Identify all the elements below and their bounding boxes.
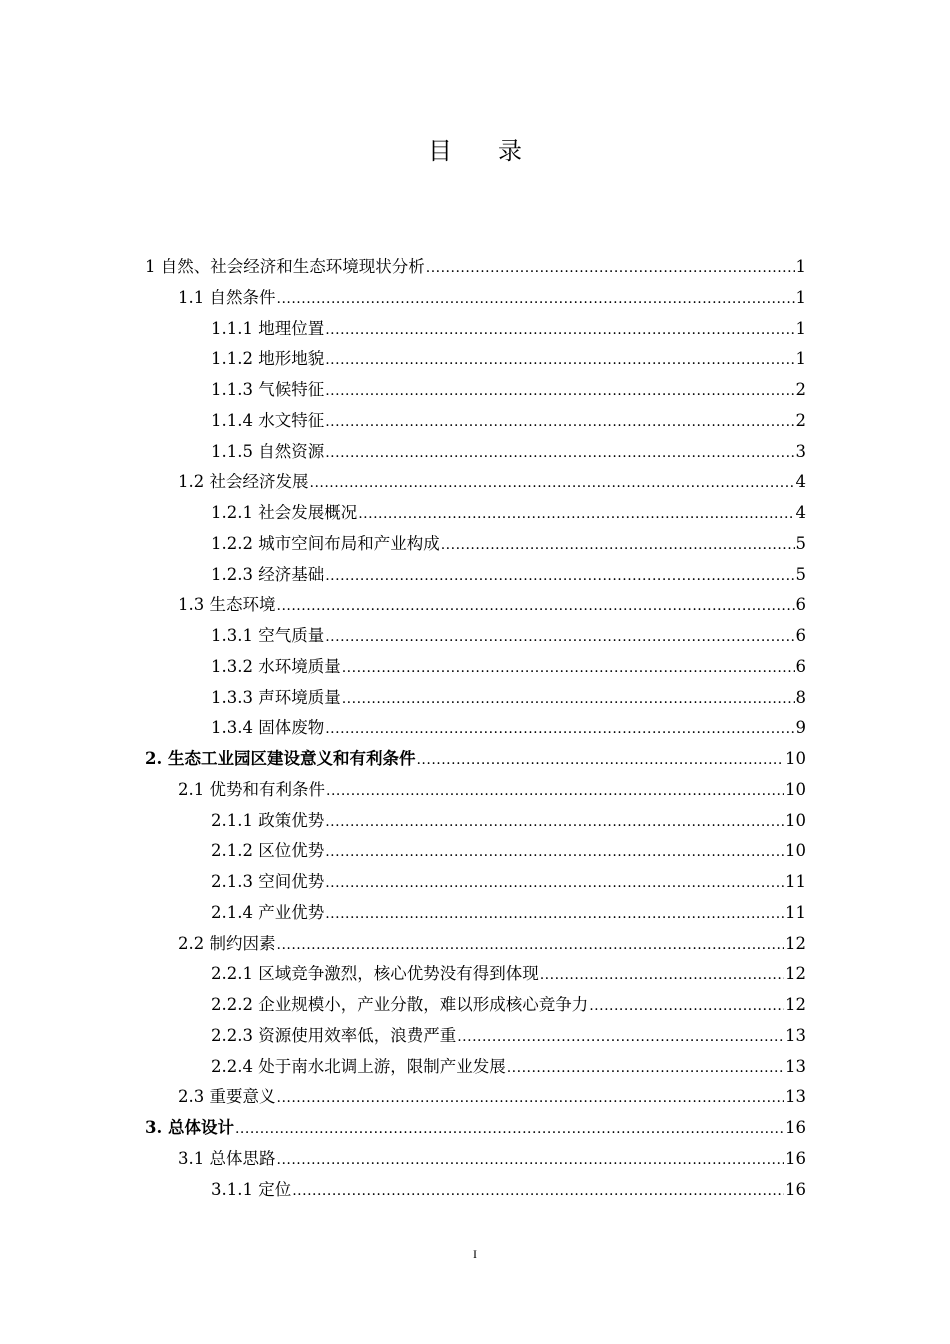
page-number: I <box>473 1247 477 1261</box>
table-of-contents <box>145 252 806 1205</box>
toc-dot-leader <box>325 868 784 898</box>
toc-entry[interactable] <box>145 1052 806 1083</box>
toc-entry[interactable] <box>145 1113 806 1144</box>
toc-dot-leader <box>292 1176 784 1206</box>
toc-entry-page: 3 <box>795 441 806 461</box>
toc-entry-page: 10 <box>785 810 806 830</box>
toc-dot-leader <box>540 960 784 990</box>
toc-entry-page: 2 <box>795 380 806 399</box>
toc-entry-title: 1.3 生态环境 <box>178 595 276 615</box>
toc-entry-title: 2.1.4 产业优势 <box>211 902 325 922</box>
toc-entry-title: 2.2.2 企业规模小，产业分散，难以形成核心竞争力 <box>211 995 589 1014</box>
toc-dot-leader <box>277 284 795 314</box>
toc-entry-page: 12 <box>785 964 806 984</box>
toc-dot-leader <box>426 253 795 283</box>
toc-entry-page: 6 <box>795 595 806 615</box>
toc-entry-title: 3. 总体设计 <box>145 1118 234 1137</box>
toc-entry[interactable] <box>145 652 806 683</box>
toc-entry[interactable] <box>145 529 806 560</box>
toc-entry-page: 10 <box>785 841 806 861</box>
toc-dot-leader <box>457 1022 784 1052</box>
toc-entry-page: 10 <box>785 749 806 768</box>
toc-entry-page: 8 <box>795 687 806 707</box>
toc-entry-title: 3.1.1 定位 <box>211 1179 292 1199</box>
toc-entry-title: 1.3.2 水环境质量 <box>211 656 341 676</box>
toc-entry-page: 11 <box>785 902 806 922</box>
toc-entry-title: 2.3 重要意义 <box>178 1087 276 1107</box>
toc-entry[interactable] <box>145 437 806 468</box>
toc-entry-page: 1 <box>795 349 806 369</box>
toc-entry-page: 2 <box>795 410 806 430</box>
toc-entry-title: 1 自然、社会经济和生态环境现状分析 <box>145 257 425 276</box>
toc-dot-leader <box>310 468 795 498</box>
toc-entry[interactable] <box>145 713 806 744</box>
toc-entry-page: 13 <box>785 1087 806 1107</box>
toc-dot-leader <box>342 653 795 683</box>
toc-entry-title: 1.2.3 经济基础 <box>211 564 325 584</box>
toc-entry[interactable] <box>145 836 806 867</box>
toc-dot-leader <box>325 376 794 406</box>
toc-dot-leader <box>325 714 794 744</box>
toc-entry[interactable] <box>145 990 806 1021</box>
toc-entry-page: 16 <box>785 1179 806 1199</box>
toc-entry[interactable] <box>145 344 806 375</box>
toc-entry[interactable] <box>145 314 806 345</box>
toc-entry-page: 1 <box>795 318 806 338</box>
toc-entry-title: 1.1.4 水文特征 <box>211 410 325 430</box>
toc-dot-leader <box>325 622 794 652</box>
toc-dot-leader <box>589 991 784 1021</box>
toc-entry[interactable] <box>145 590 806 621</box>
toc-entry-title: 1.1.1 地理位置 <box>211 318 325 338</box>
toc-entry[interactable] <box>145 498 806 529</box>
toc-entry-title: 1.1 自然条件 <box>178 287 276 307</box>
toc-entry-page: 16 <box>785 1148 806 1168</box>
toc-entry-page: 1 <box>795 287 806 307</box>
toc-entry-page: 5 <box>795 533 806 553</box>
toc-entry-title: 1.1.2 地形地貌 <box>211 349 325 369</box>
toc-entry-page: 4 <box>795 503 806 522</box>
toc-entry-title: 2.2 制约因素 <box>178 933 276 953</box>
toc-entry[interactable] <box>145 283 806 314</box>
toc-dot-leader <box>325 561 794 591</box>
toc-entry-title: 1.2.1 社会发展概况 <box>211 503 358 522</box>
toc-entry[interactable] <box>145 1175 806 1206</box>
toc-entry-page: 1 <box>795 257 806 276</box>
toc-entry-title: 2.1.3 空间优势 <box>211 872 325 891</box>
toc-entry-page: 12 <box>785 933 806 953</box>
toc-dot-leader <box>507 1053 784 1083</box>
toc-dot-leader <box>277 1145 785 1175</box>
toc-entry[interactable] <box>145 252 806 283</box>
toc-entry[interactable] <box>145 1021 806 1052</box>
toc-entry-page: 13 <box>785 1025 806 1045</box>
toc-entry-title: 2.1 优势和有利条件 <box>178 779 325 799</box>
toc-dot-leader <box>325 899 784 929</box>
toc-dot-leader <box>325 807 784 837</box>
toc-entry[interactable] <box>145 683 806 714</box>
toc-dot-leader <box>277 1083 785 1113</box>
toc-entry[interactable] <box>145 1144 806 1175</box>
toc-entry-title: 1.2 社会经济发展 <box>178 472 309 492</box>
toc-dot-leader <box>325 345 794 375</box>
toc-entry-title: 2. 生态工业园区建设意义和有利条件 <box>145 749 416 768</box>
toc-dot-leader <box>358 499 794 529</box>
toc-dot-leader <box>441 530 795 560</box>
toc-entry-title: 2.1.2 区位优势 <box>211 841 325 861</box>
toc-entry-title: 2.2.1 区域竞争激烈，核心优势没有得到体现 <box>211 964 539 984</box>
toc-dot-leader <box>325 438 794 468</box>
toc-dot-leader <box>277 591 795 621</box>
toc-entry[interactable] <box>145 867 806 898</box>
toc-entry-page: 12 <box>785 995 806 1014</box>
toc-dot-leader <box>325 315 794 345</box>
toc-entry-page: 4 <box>795 472 806 492</box>
toc-entry-page: 6 <box>795 626 806 645</box>
toc-dot-leader <box>325 837 784 867</box>
toc-entry[interactable] <box>145 775 806 806</box>
toc-entry-title: 1.1.3 气候特征 <box>211 380 325 399</box>
toc-entry-page: 13 <box>785 1056 806 1076</box>
toc-entry[interactable] <box>145 375 806 406</box>
toc-entry[interactable] <box>145 560 806 591</box>
toc-entry-page: 6 <box>795 656 806 676</box>
toc-entry[interactable] <box>145 744 806 775</box>
toc-dot-leader <box>326 776 784 806</box>
toc-entry-title: 3.1 总体思路 <box>178 1148 276 1168</box>
toc-entry[interactable] <box>145 1082 806 1113</box>
toc-entry[interactable] <box>145 467 806 498</box>
toc-entry[interactable] <box>145 929 806 960</box>
toc-entry-title: 2.2.4 处于南水北调上游，限制产业发展 <box>211 1056 506 1076</box>
toc-entry-page: 10 <box>785 779 806 799</box>
toc-dot-leader <box>342 684 795 714</box>
toc-dot-leader <box>277 930 785 960</box>
toc-entry-page: 9 <box>795 718 806 738</box>
toc-entry-page: 11 <box>785 872 806 891</box>
toc-entry[interactable] <box>145 621 806 652</box>
toc-entry-title: 1.3.1 空气质量 <box>211 626 325 645</box>
toc-entry-title: 1.3.3 声环境质量 <box>211 687 341 707</box>
toc-entry[interactable] <box>145 959 806 990</box>
toc-entry-title: 2.2.3 资源使用效率低，浪费严重 <box>211 1025 457 1045</box>
toc-entry[interactable] <box>145 898 806 929</box>
toc-entry-page: 5 <box>795 564 806 584</box>
toc-title: 目录 <box>428 137 568 165</box>
toc-entry-title: 1.2.2 城市空间布局和产业构成 <box>211 533 440 553</box>
toc-entry-title: 1.3.4 固体废物 <box>211 718 325 738</box>
toc-dot-leader <box>325 407 794 437</box>
toc-dot-leader <box>416 745 784 775</box>
toc-entry-title: 1.1.5 自然资源 <box>211 441 325 461</box>
toc-entry-page: 16 <box>785 1118 806 1137</box>
toc-dot-leader <box>235 1114 784 1144</box>
toc-entry[interactable] <box>145 406 806 437</box>
toc-entry[interactable] <box>145 806 806 837</box>
toc-entry-title: 2.1.1 政策优势 <box>211 810 325 830</box>
